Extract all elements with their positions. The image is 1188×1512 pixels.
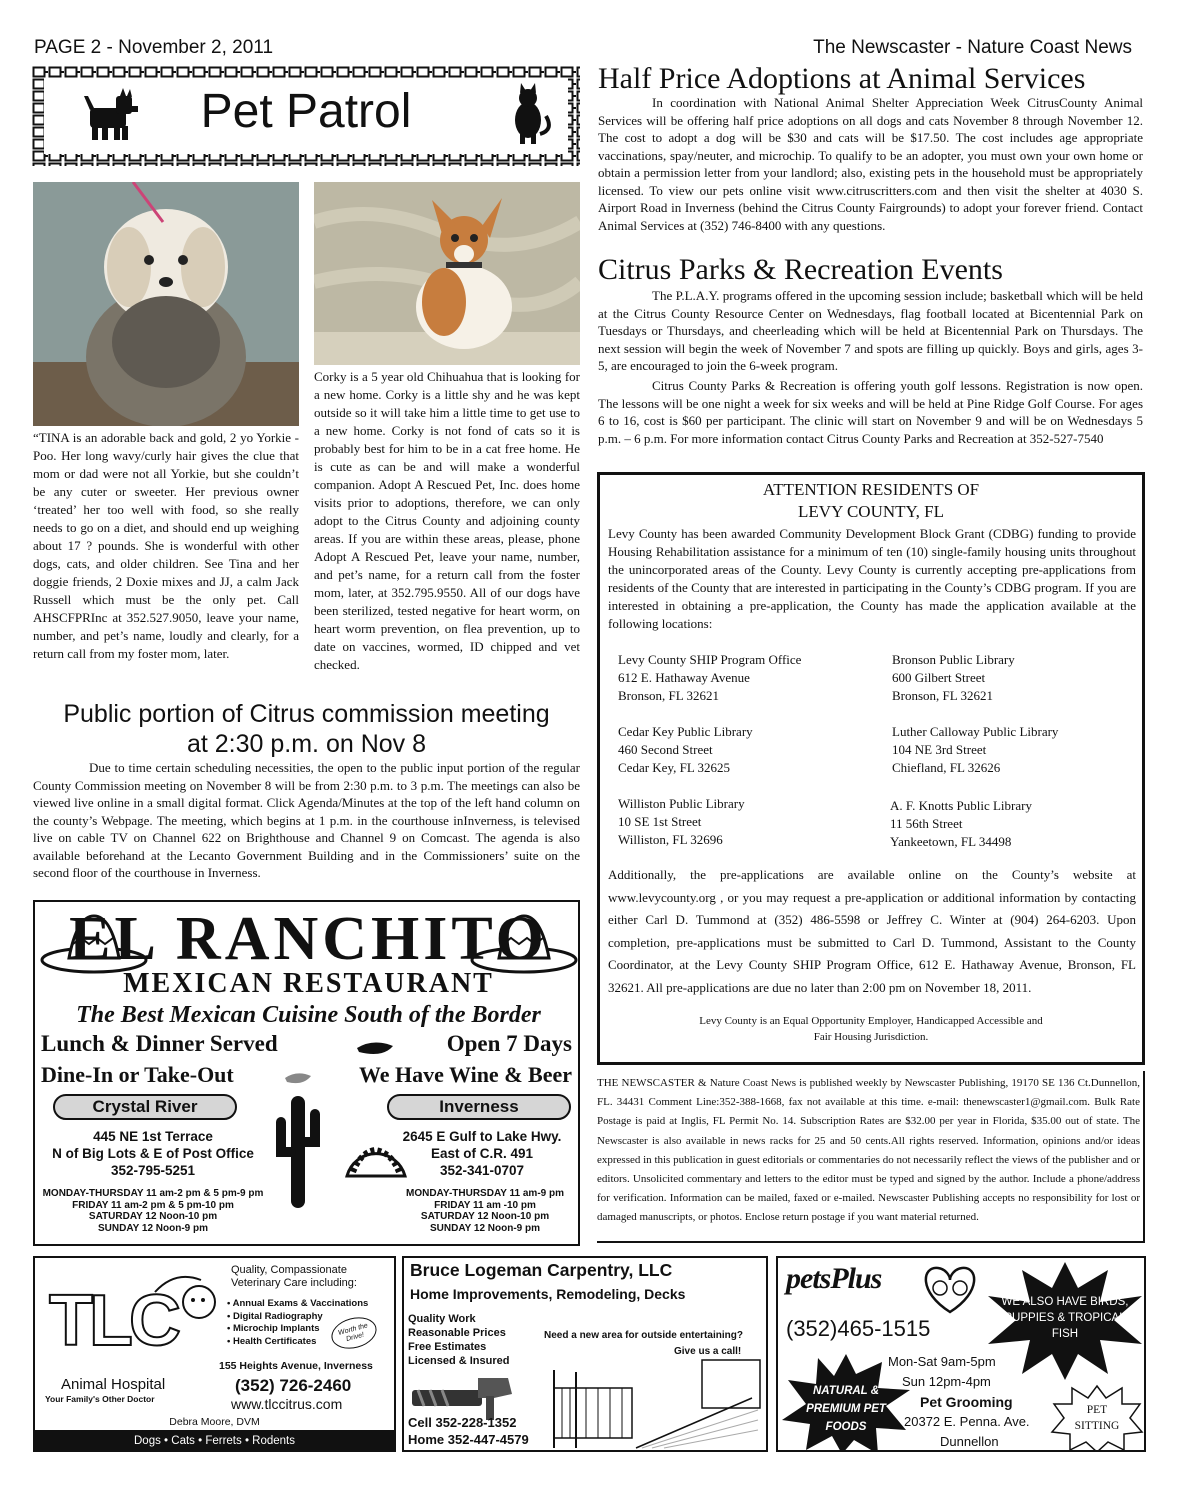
cat-dog-logo-icon [135, 1262, 225, 1352]
tlc-service: • Health Certificates [227, 1335, 317, 1347]
inverness-hours-line: SUNDAY 12 Noon-9 pm [429, 1222, 541, 1234]
petsplus-grooming: Pet Grooming [920, 1394, 1013, 1410]
pepper-icon [353, 1036, 397, 1060]
levy-footer [600, 1013, 1142, 1045]
levy-location [618, 795, 745, 849]
levy-notice [597, 472, 1145, 1065]
inverness-hours-line: MONDAY-THURSDAY 11 am-9 pm [405, 1188, 564, 1199]
tlc-service: • Microchip Implants [227, 1323, 320, 1334]
el-ranchito-lunch: Lunch & Dinner Served [41, 1031, 278, 1056]
petsplus-ad [776, 1256, 1146, 1452]
petsplus-city: Dunnellon [940, 1434, 999, 1449]
crystal-river-landmark: N of Big Lots & E of Post Office [52, 1146, 254, 1161]
bruce-features [408, 1312, 509, 1368]
location-name: Levy County SHIP Program Office [618, 652, 802, 667]
adoptions-headline: Half Price Adoptions at Animal Services [598, 62, 1086, 95]
levy-footer-2: Fair Housing Jurisdiction. [813, 1031, 929, 1043]
location-city: Yankeetown, FL 34498 [890, 834, 1012, 849]
petsplus-sitting: PET SITTING [1074, 1404, 1120, 1432]
bruce-cell-number: 352-228-1352 [435, 1415, 517, 1430]
bruce-home-number: 352-447-4579 [447, 1432, 529, 1447]
location-street: 460 Second Street [618, 742, 713, 757]
el-ranchito-open: Open 7 Days [446, 1031, 572, 1056]
location-name: Cedar Key Public Library [618, 724, 753, 739]
tlc-address: 155 Heights Avenue, Inverness [219, 1360, 373, 1372]
pet-patrol-banner [32, 66, 580, 166]
levy-location [890, 797, 1032, 851]
parks-article-1: The P.L.A.Y. programs offered in the upcoming session include; basketball which will be held at the Citrus County Resource Center on Wednesdays, flag football located at Bicentennial Park on Tuesdays or Thursdays, and cheerleading which will be held at Bicentennial Park on Thursdays. The next session will begin the week of November 7 and spots are filling up quickly. Boys and girls, ages 3-5, are encouraged to join the 6-week program. [598, 288, 1143, 373]
commission-article: Due to time certain scheduling necessities, the open to the public input portion of the regular County Commission meeting on November 8 will be from 2:30 p.m. to 3 p.m. The meetings can also be viewed live online in a small digital format. Click Agenda/Minutes at the top of the left hand column on the county’s Webpage. The meeting, which begins at 1 p.m. in the courthouse inInverness, is televised live on cable TV on Channel 622 on Brighthouse and Channel 9 on Comcast. The agenda is also available beforehand at the Lecanto Government Building and in the Commissioners’ suite on the second floor of the courthouse in Inverness. [33, 760, 580, 880]
paper-name: The Newscaster - Nature Coast News [813, 37, 1132, 58]
tlc-tagline [231, 1264, 357, 1290]
tlc-service: • Digital Radiography [227, 1310, 323, 1322]
petsplus-logo: petsPlus [786, 1262, 882, 1295]
location-name: Williston Public Library [618, 796, 745, 811]
levy-title [600, 479, 1142, 523]
crystal-river-hours-line: FRIDAY 11 am-2 pm & 5 pm-10 pm [72, 1199, 234, 1211]
petsplus-food: NATURAL & PREMIUM PET FOODS [806, 1385, 886, 1433]
cactus-icon [273, 1092, 323, 1212]
location-street: 11 56th Street [890, 816, 963, 831]
tlc-web: www.tlccitrus.com [231, 1396, 343, 1412]
bruce-feature: Reasonable Prices [408, 1327, 506, 1339]
bruce-services: Home Improvements, Remodeling, Decks [410, 1286, 686, 1302]
petsplus-address: 20372 E. Penna. Ave. [904, 1414, 1030, 1429]
petsplus-phone: (352)465-1515 [786, 1316, 931, 1341]
bruce-home: Home 352-447-4579 [408, 1432, 529, 1447]
bruce-phones [408, 1414, 529, 1448]
tlc-tag-2: Veterinary Care including: [231, 1277, 357, 1289]
corky-photo [314, 182, 580, 365]
crystal-river-address: 445 NE 1st Terrace [93, 1129, 213, 1144]
levy-location [618, 651, 801, 705]
location-city: Chiefland, FL 32626 [892, 760, 1001, 775]
bruce-cell: Cell 352-228-1352 [408, 1415, 517, 1430]
levy-footer-1: Levy County is an Equal Opportunity Employer, Handicapped Accessible and [699, 1015, 1043, 1027]
el-ranchito-name: EL RANCHITO [69, 905, 548, 973]
levy-additional: Additionally, the pre-applications are available online on the County’s website at www.levycounty.org , or you may request a pre-application or additional information by contacting either Carl D. Tummond at (352) 486-5598 or Jeffrey C. Winter at (904) 264-6203. Upon completion, pre-applications must be submitted to Carl D. Tummond, Assistant to the County Coordinator, at the Levy County SHIP Program Office, 612 E. Hathaway Avenue, Bronson, FL 32621. All pre-applications are due no later than 2:00 pm on November 18, 2011. [608, 867, 1136, 995]
el-ranchito-dinein: Dine-In or Take-Out [41, 1062, 234, 1087]
levy-location [618, 723, 753, 777]
inverness-address: 2645 E Gulf to Lake Hwy. [402, 1129, 562, 1144]
petsplus-hours-1: Mon-Sat 9am-5pm [888, 1354, 996, 1369]
yorkie-photo-icon [33, 182, 299, 426]
location-street: 600 Gilbert Street [892, 670, 986, 685]
levy-intro: Levy County has been awarded Community Development Block Grant (CDBG) funding to provide Housing Rehabilitation assistance for a minimum of ten (10) single-family housing units throughout the unincorporated areas of the County. Levy County is currently accepting pre-applications from residents of the County that are interested in participating in the County’s CDBG program. If you are interested in obtaining a pre-application, the County has made the application available at the following locations: [608, 526, 1136, 631]
pet-patrol-title: Pet Patrol [200, 85, 412, 138]
bruce-ad [402, 1256, 768, 1452]
el-ranchito-wine: We Have Wine & Beer [358, 1062, 572, 1087]
location-city: Bronson, FL 32621 [618, 688, 719, 703]
location-city: Cedar Key, FL 32625 [618, 760, 731, 775]
tlc-animals: Dogs • Cats • Ferrets • Rodents [35, 1430, 394, 1452]
bruce-feature: Free Estimates [408, 1341, 487, 1353]
location-city: Bronson, FL 32621 [892, 688, 993, 703]
tlc-phone: (352) 726-2460 [235, 1376, 352, 1395]
location-name: Bronson Public Library [892, 652, 1015, 667]
bruce-call: Give us a call! [674, 1346, 742, 1357]
parks-article-2: Citrus County Parks & Recreation is offering youth golf lessons. Registration is now open. The lessons will be one night a week for six weeks and will be held at Pine Ridge Golf Course. For ages 6 to 16, cost is $60 per participant. The clinic will start on November 9 and will be on Wednesdays 5 p.m. – 6 p.m. For more information contact Citrus County Parks and Recreation at 352-527-7540 [598, 378, 1143, 446]
bruce-pitch: Need a new area for outside entertaining? [544, 1330, 743, 1341]
pepper-small-icon [283, 1068, 313, 1088]
crystal-river-hours-line: SUNDAY 12 Noon-9 pm [97, 1222, 209, 1234]
el-ranchito-tagline: The Best Mexican Cuisine South of the Border [76, 1002, 541, 1028]
inverness-hours [395, 1188, 575, 1234]
inverness-pill: Inverness [387, 1094, 571, 1120]
location-name: Luther Calloway Public Library [892, 724, 1059, 739]
petsplus-star-text: WE ALSO HAVE BIRDS, PUPPIES & TROPICAL FISH [1001, 1296, 1129, 1340]
el-ranchito-ad [33, 900, 580, 1246]
tlc-hospital: Animal Hospital [61, 1376, 166, 1393]
crystal-river-phone: 352-795-5251 [110, 1163, 196, 1178]
location-street: 612 E. Hathaway Avenue [618, 670, 750, 685]
deck-drawing-icon [552, 1358, 762, 1450]
chihuahua-photo-icon [314, 182, 580, 365]
petsplus-hours-2: Sun 12pm-4pm [902, 1374, 991, 1389]
inverness-info [387, 1128, 577, 1179]
commission-headline-1: Public portion of Citrus commission meeting [63, 700, 550, 728]
page-label: PAGE 2 - November 2, 2011 [34, 37, 274, 58]
tina-photo [33, 182, 299, 426]
bruce-feature: Licensed & Insured [408, 1355, 510, 1367]
publisher-info: THE NEWSCASTER & Nature Coast News is published weekly by Newscaster Publishing, 19170 SE 136 Ct.Dunnellon, FL. 34431 Comment Line:352-388-1668, fax not available at this time. e-mail: thenewscaster1@gmail.com. Bulk Rate Postage is paid at Inglis, FL Permit No. 14. Subscription Rates are $32.00 per year in Florida, $35.00 out of state. The Newscaster is also available in news racks for 25 and 50 cents.All rights reserved. Information, opinions and/or ideas expressed in this publication in guest editorials or commentaries do not necessarily reflect the views of the publisher and or editors. Unsolicited commentary and letters to the editor must be typed and signed by the author. Include a phone/address for verification. Information can be mailed, faxed or e-mailed. Newscaster Publishing accepts no responsibility for lost or damaged manuscripts, or photos. Enclose return postage if you want material returned. [597, 1077, 1140, 1224]
levy-location [892, 723, 1058, 777]
bruce-name: Bruce Logeman Carpentry, LLC [410, 1260, 673, 1280]
tlc-worth-badge: Worth the Drive! [328, 1313, 380, 1354]
el-ranchito-subtitle: MEXICAN RESTAURANT [123, 968, 494, 999]
adoptions-article: In coordination with National Animal Shelter Appreciation Week CitrusCounty Animal Services will be offering half price adoptions on all dogs and cats November 8 through November 12. The cost to adopt a dog will be $30 and cats will be $17.50. The cost includes age appropriate vaccinations, spay/neuter, and microchip. To qualify to be an adopter, you must own your own home or obtain a permission letter from your landlord; also, existing pets in the household must be appropriately licensed. To view our pets online visit www.citruscritters.com and then visit the shelter at 4030 S. Airport Road in Inverness (behind the Citrus County Fairgrounds) to adopt your forever friend. Contact Animal Services at (352) 746-8400 with any questions. [598, 95, 1143, 233]
crystal-river-hours-line: SATURDAY 12 Noon-10 pm [88, 1211, 218, 1222]
inverness-landmark: East of C.R. 491 [430, 1146, 534, 1161]
inverness-hours-line: FRIDAY 11 am -10 pm [434, 1199, 536, 1211]
corky-article: Corky is a 5 year old Chihuahua that is looking for a new home. Corky is a little shy and he was kept outside so it will take him a little time to get use to a new home. Corky is not fond of cats so it is probably best for him to be in a cat free home. He is cute as can be and will make a wonderful companion. Adopt A Rescued Pet, Inc. does home visits prior to adoptions, therefore, we can only adopt to the Citrus County and adjoining county areas. If you are within these areas, please, phone Adopt A Rescued Pet, leave your name, number, and pet’s name, for a return call from the foster mom, later, at 352.795.9550. All of our dogs have been sterilized, tested negative for heart worm, on heart worm prevention, on flea prevention, up to date on vaccines, wormed, ID chipped and vet checked. [314, 369, 580, 672]
tlc-vet: Debra Moore, DVM [169, 1416, 260, 1428]
levy-title-1: ATTENTION RESIDENTS OF [762, 480, 980, 499]
parks-headline: Citrus Parks & Recreation Events [598, 253, 1003, 286]
tlc-logo: TLC [49, 1281, 177, 1361]
location-street: 104 NE 3rd Street [892, 742, 987, 757]
crystal-river-pill: Crystal River [53, 1094, 237, 1120]
levy-location [892, 651, 1015, 705]
crystal-river-hours [35, 1188, 271, 1234]
tlc-tag-1: Quality, Compassionate [231, 1264, 347, 1276]
tlc-ad [33, 1256, 396, 1452]
publisher-info-box [597, 1071, 1145, 1243]
location-city: Williston, FL 32696 [618, 832, 723, 847]
commission-headline [33, 699, 580, 759]
location-name: A. F. Knotts Public Library [890, 798, 1032, 813]
tlc-doctor-tag: Your Family's Other Doctor [45, 1394, 155, 1404]
levy-title-2: LEVY COUNTY, FL [798, 502, 944, 521]
location-street: 10 SE 1st Street [618, 814, 702, 829]
inverness-hours-line: SATURDAY 12 Noon-10 pm [420, 1211, 550, 1222]
cat-dog-heart-icon [918, 1262, 982, 1316]
tlc-service: • Annual Exams & Vaccinations [227, 1298, 369, 1309]
bruce-feature: Quality Work [408, 1313, 476, 1325]
crystal-river-hours-line: MONDAY-THURSDAY 11 am-2 pm & 5 pm-9 pm [42, 1188, 264, 1199]
inverness-phone: 352-341-0707 [439, 1163, 525, 1178]
commission-headline-2: at 2:30 p.m. on Nov 8 [186, 730, 427, 758]
crystal-river-info [35, 1128, 271, 1179]
tina-article: “TINA is an adorable back and gold, 2 yo Yorkie -Poo. Her long wavy/curly hair gives the clue that mom or dad were not all Yorkie, but she couldn’t be any cuter or sweeter. Her previous owner ‘treated’ her too well with food, so she really needs to go on a diet, and should end up weighing about 17 ? pounds. She is wonderful with other dogs, cats, and older children. See Tina and her doggie friends, 2 Doxie mixes and JJ, a calm Jack Russell which must be the only pet. Call AHSCFPRInc at 352.527.9050, leave your name, number, and pet’s name, loudly and clearly, for a return call from my foster mom, later. [33, 430, 299, 661]
